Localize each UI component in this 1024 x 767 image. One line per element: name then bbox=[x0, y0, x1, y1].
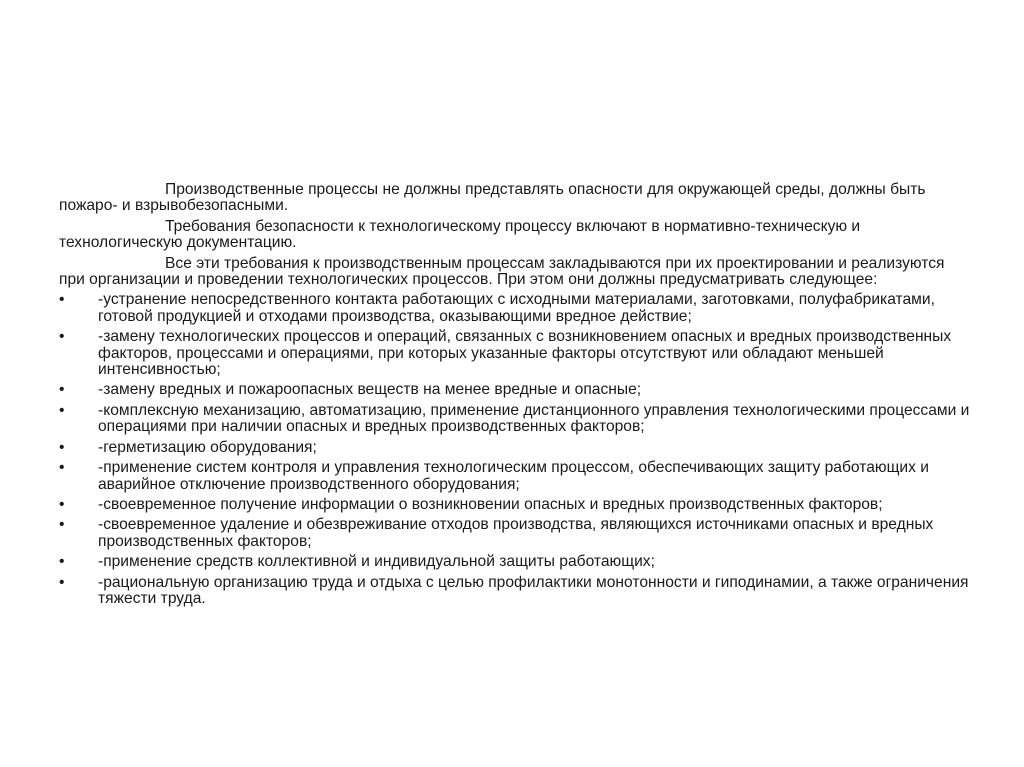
text-body bbox=[59, 182, 971, 611]
list-item-text: -замену вредных и пожароопасных веществ на менее вредные и опасные; bbox=[98, 381, 642, 399]
bullet-icon: • bbox=[59, 459, 65, 477]
bullet-icon: • bbox=[59, 516, 65, 534]
bullet-icon: • bbox=[59, 553, 65, 571]
bullet-icon: • bbox=[59, 438, 65, 456]
list-item-text: -комплексную механизацию, автоматизацию, применение дистанционного управления технологическими процессами и операциями при наличии опасных и вредных производственных факторов; bbox=[98, 401, 970, 436]
list-item bbox=[59, 403, 971, 436]
list-item bbox=[59, 460, 971, 493]
list-item-text: -применение систем контроля и управления технологическим процессом, обеспечивающих защиту работающих и аварийное отключение производственного оборудования; bbox=[98, 459, 929, 493]
paragraph-2: Требования безопасности к технологическому процессу включают в нормативно-техническую и технологическую документацию. bbox=[59, 217, 861, 252]
bullet-icon: • bbox=[59, 381, 65, 399]
list-item bbox=[59, 292, 971, 325]
list-item-text: -герметизацию оборудования; bbox=[98, 438, 317, 456]
list-item bbox=[59, 517, 971, 550]
list-item bbox=[59, 382, 971, 398]
list-item-text: -применение средств коллективной и индивидуальной защиты работающих; bbox=[98, 553, 655, 571]
list-item-text: -замену технологических процессов и операций, связанных с возникновением опасных и вредных производственных факторов, процессами и операциями, при которых указанные факторы отсутствуют или обладают меньшей интенсивностью; bbox=[98, 328, 952, 379]
bullet-icon: • bbox=[59, 401, 65, 419]
list-item-text: -своевременное удаление и обезвреживание отходов производства, являющихся источниками опасных и вредных производственных факторов; bbox=[98, 516, 934, 550]
list-item bbox=[59, 497, 971, 513]
requirements-list bbox=[59, 292, 971, 607]
list-item bbox=[59, 554, 971, 570]
list-item-text: -рациональную организацию труда и отдыха с целью профилактики монотонности и гиподинамии, а также ограничения тяжести труда. bbox=[98, 573, 969, 607]
bullet-icon: • bbox=[59, 328, 65, 346]
list-item-text: -устранение непосредственного контакта работающих с исходными материалами, заготовками, полуфабрикатами, готовой продукцией и отходами производства, оказывающими вредное действие; bbox=[98, 291, 935, 325]
list-item bbox=[59, 329, 971, 378]
list-item bbox=[59, 575, 971, 608]
list-item-text: -своевременное получение информации о возникновении опасных и вредных производственных факторов; bbox=[98, 495, 883, 513]
paragraph-1: Производственные процессы не должны представлять опасности для окружающей среды, должны быть пожаро- и взрывобезопасными. bbox=[59, 181, 926, 215]
paragraph-3: Все эти требования к производственным процессам закладываются при их проектировании и реализуются при организации и проведении технологических процессов. При этом они должны предусматривать следующее: bbox=[59, 254, 945, 289]
bullet-icon: • bbox=[59, 495, 65, 513]
bullet-icon: • bbox=[59, 291, 65, 309]
bullet-icon: • bbox=[59, 573, 65, 591]
list-item bbox=[59, 440, 971, 456]
